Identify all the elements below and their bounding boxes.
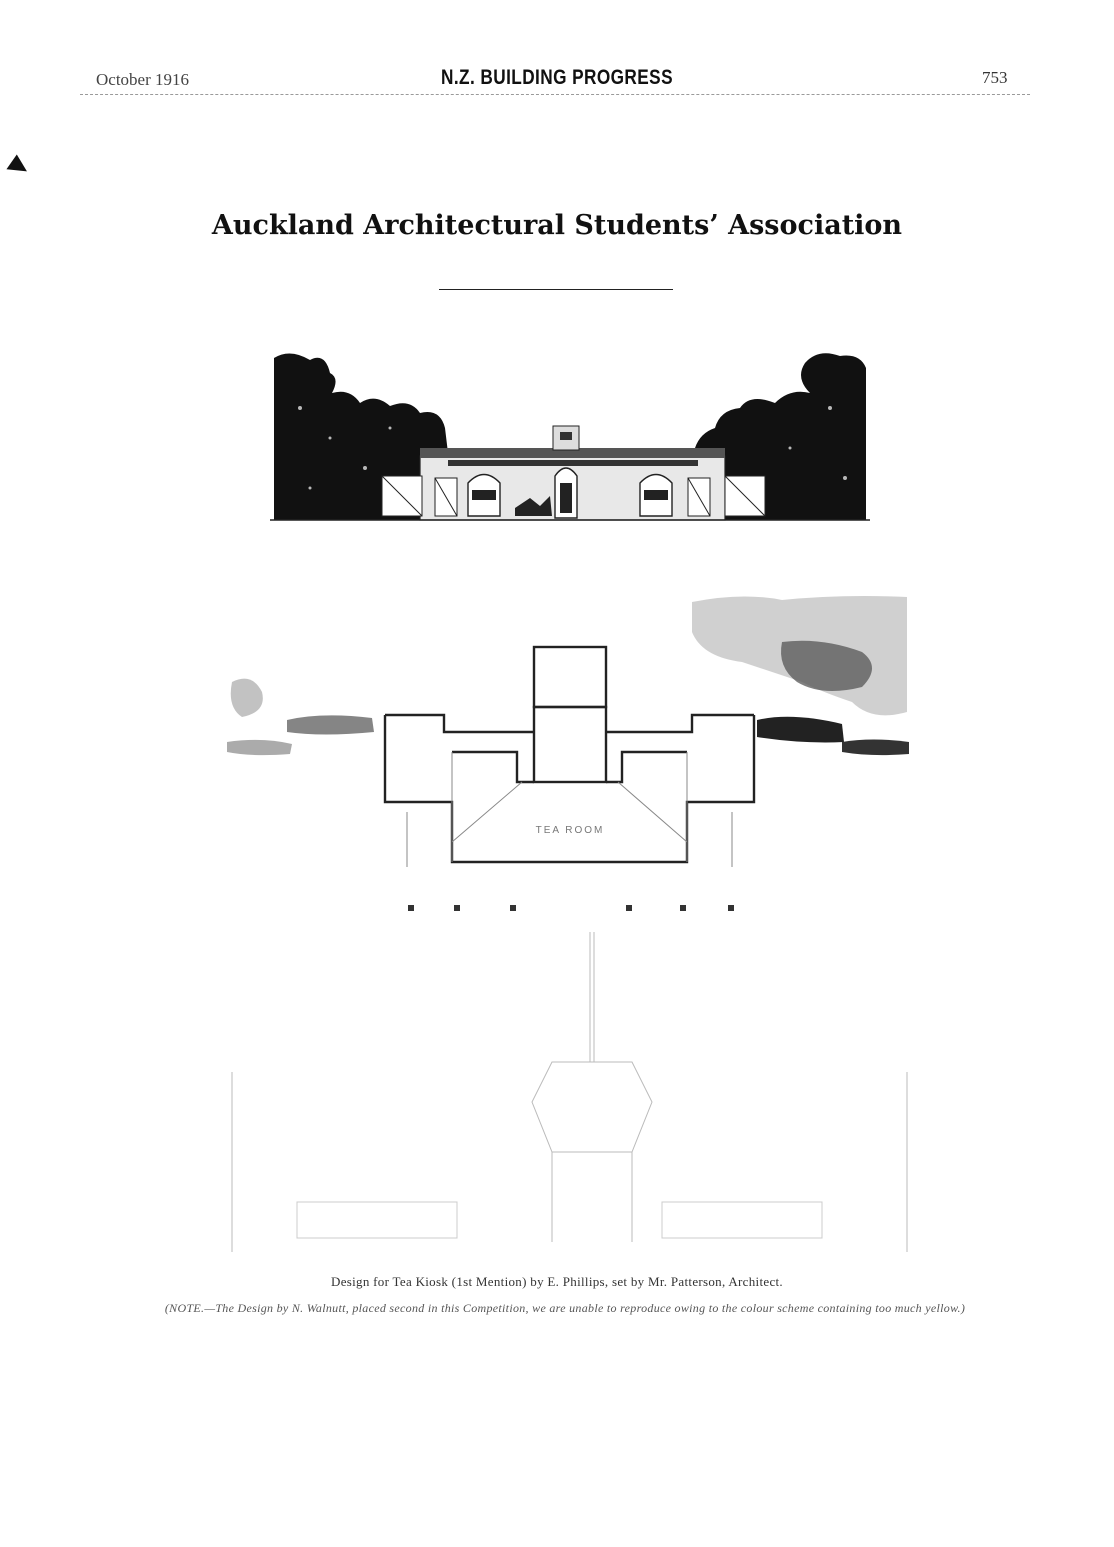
- figure-note: (NOTE.—The Design by N. Walnutt, placed second in this Competition, we are unable to reproduce owing to the colour scheme containing too much yellow.): [164, 1301, 966, 1315]
- page-number: 753: [982, 68, 1008, 87]
- figure-caption: Design for Tea Kiosk (1st Mention) by E. Phillips, set by Mr. Patterson, Architect.: [331, 1274, 783, 1289]
- arrow-marker-icon: [6, 154, 31, 179]
- title-rule: [439, 289, 673, 290]
- journal-title: N.Z. BUILDING PROGRESS: [441, 66, 673, 89]
- kiosk-elevation-image: [270, 348, 870, 528]
- header-rule: [80, 94, 1030, 95]
- kiosk-plan-image: [222, 592, 917, 1257]
- article-title: Auckland Architectural Students’ Association: [211, 210, 903, 241]
- plan-room-label: TEA ROOM: [535, 825, 605, 836]
- header-date: October 1916: [96, 70, 190, 89]
